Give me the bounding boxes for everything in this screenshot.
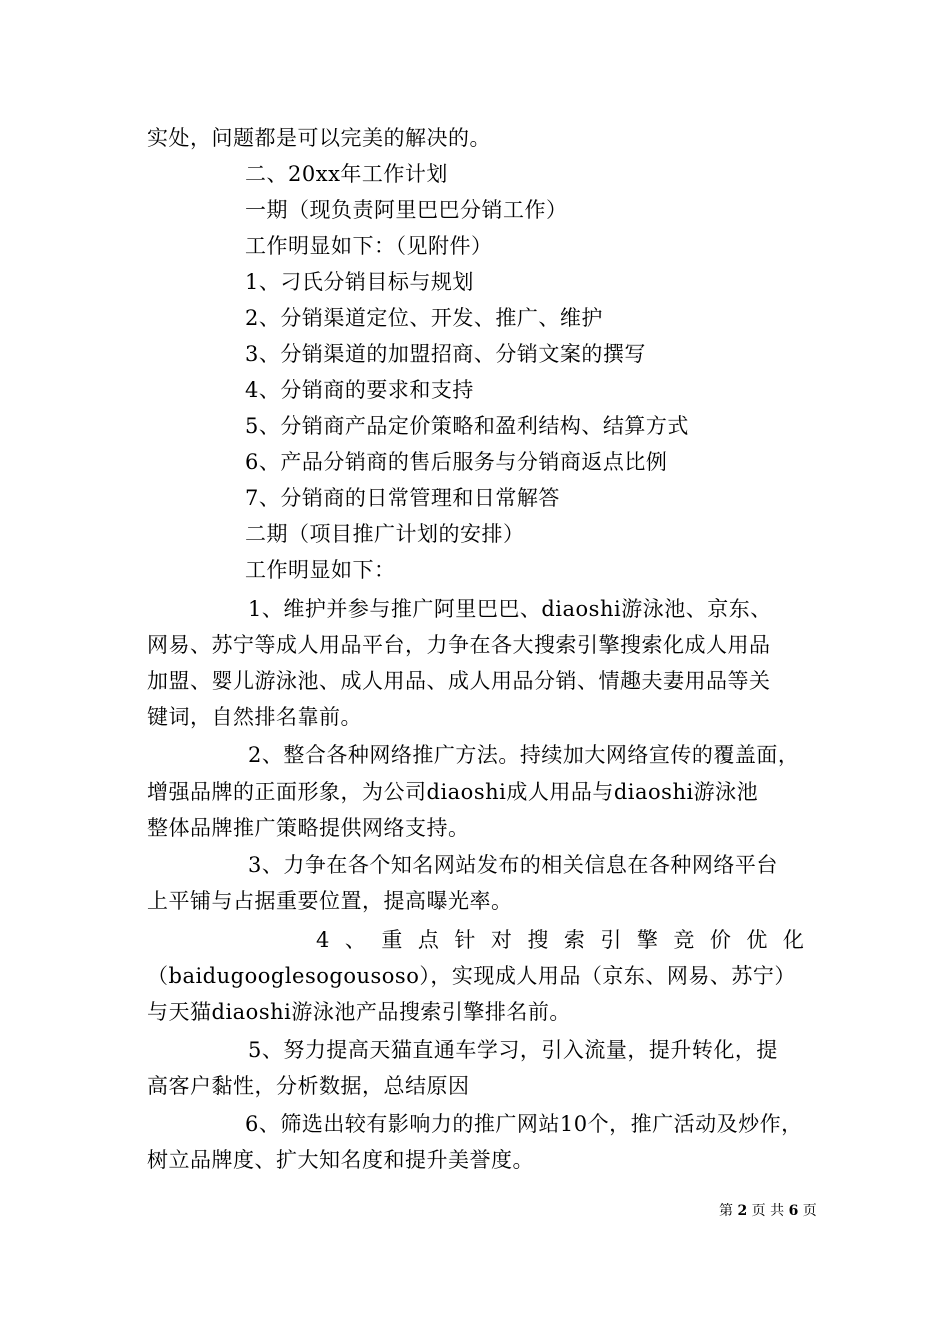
justified-char: 竞: [673, 928, 695, 952]
paragraph-line: 上平铺与占据重要位置，提高曝光率。: [147, 889, 513, 913]
paragraph-line: 5、努力提高天猫直通车学习，引入流量，提升转化，提: [248, 1038, 778, 1062]
text-line: 工作明显如下：（见附件）: [245, 234, 493, 258]
justified-char: 、: [344, 928, 366, 952]
justified-char: 对: [490, 928, 512, 952]
footer-prefix: 第: [719, 1203, 733, 1219]
list-item: 2、分销渠道定位、开发、推广、维护: [245, 306, 603, 330]
justified-char: 擎: [636, 928, 658, 952]
list-item: 5、分销商产品定价策略和盈利结构、结算方式: [245, 414, 689, 438]
paragraph-line: 加盟、婴儿游泳池、成人用品、成人用品分销、情趣夫妻用品等关: [147, 669, 771, 693]
justified-char: 化: [782, 928, 804, 952]
justified-char: 索: [563, 928, 585, 952]
page-footer: [719, 1202, 817, 1220]
paragraph-line: 树立品牌度、扩大知名度和提升美誉度。: [147, 1148, 534, 1172]
section-heading: 二、20xx年工作计划: [245, 162, 448, 186]
list-item: 7、分销商的日常管理和日常解答: [245, 486, 560, 510]
paragraph-line: 2、整合各种网络推广方法。持续加大网络宣传的覆盖面，: [248, 743, 800, 767]
justified-char: 优: [746, 928, 768, 952]
footer-middle: 页 共: [751, 1203, 785, 1219]
paragraph-line: 与天猫diaoshi游泳池产品搜索引擎排名前。: [147, 1000, 571, 1024]
total-page-number: 6: [788, 1203, 799, 1219]
paragraph-line: 高客户黏性，分析数据，总结原因: [147, 1074, 470, 1098]
justified-char: 针: [454, 928, 476, 952]
footer-suffix: 页: [802, 1203, 817, 1219]
paragraph-line: 整体品牌推广策略提供网络支持。: [147, 816, 470, 840]
justified-char: 点: [417, 928, 439, 952]
paragraph-line: 网易、苏宁等成人用品平台，力争在各大搜索引擎搜索化成人用品: [147, 633, 771, 657]
phase-heading: 二期（项目推广计划的安排）: [245, 522, 525, 546]
justified-char: 搜: [527, 928, 549, 952]
paragraph-line: 6、筛选出较有影响力的推广网站10个，推广活动及炒作，: [245, 1112, 803, 1136]
current-page-number: 2: [737, 1203, 748, 1219]
justified-char: 4: [316, 928, 330, 952]
paragraph-line: （baidugooglesogousoso），实现成人用品（京东、网易、苏宁）: [147, 964, 796, 988]
justified-paragraph-line: [316, 926, 804, 954]
paragraph-line: 3、力争在各个知名网站发布的相关信息在各种网络平台: [248, 853, 778, 877]
justified-char: 价: [709, 928, 731, 952]
justified-char: 引: [600, 928, 622, 952]
justified-char: 重: [381, 928, 403, 952]
text-line: 工作明显如下：: [245, 558, 396, 582]
list-item: 4、分销商的要求和支持: [245, 378, 474, 402]
paragraph-line: 键词，自然排名靠前。: [147, 705, 362, 729]
list-item: 3、分销渠道的加盟招商、分销文案的撰写: [245, 342, 646, 366]
phase-heading: 一期（现负责阿里巴巴分销工作）: [245, 198, 568, 222]
list-item: 1、刁氏分销目标与规划: [245, 270, 474, 294]
paragraph-line: 增强品牌的正面形象，为公司diaoshi成人用品与diaoshi游泳池: [147, 780, 759, 804]
paragraph-line: 1、维护并参与推广阿里巴巴、diaoshi游泳池、京东、: [248, 597, 772, 621]
list-item: 6、产品分销商的售后服务与分销商返点比例: [245, 450, 668, 474]
text-line: 实处，问题都是可以完美的解决的。: [147, 126, 491, 150]
